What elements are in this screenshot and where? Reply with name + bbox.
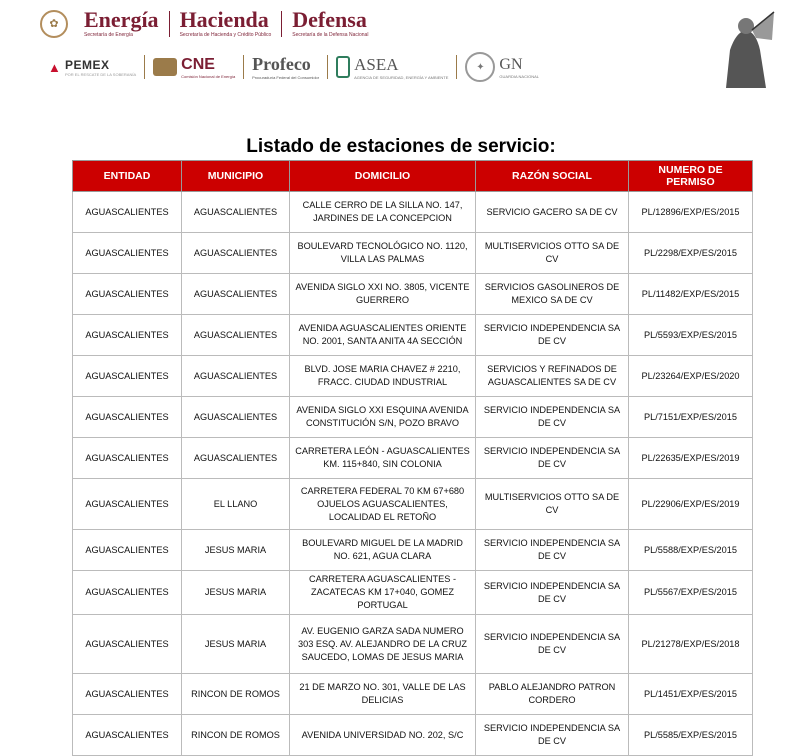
profeco-logo: Profeco Procuraduría Federal del Consumidor [252, 54, 320, 80]
cell-municipio: AGUASCALIENTES [182, 274, 290, 315]
cell-permiso: PL/11482/EXP/ES/2015 [629, 274, 753, 315]
gn-logo: ✦ GN GUARDIA NACIONAL [457, 52, 547, 82]
cell-municipio: AGUASCALIENTES [182, 315, 290, 356]
cell-permiso: PL/7151/EXP/ES/2015 [629, 397, 753, 438]
table-row [73, 530, 753, 571]
pemex-flame-icon: ▲ [48, 60, 61, 75]
cell-razon-social: PABLO ALEJANDRO PATRON CORDERO [476, 674, 629, 715]
energia-logo: Energía Secretaría de Energía [84, 7, 159, 38]
cell-municipio: JESUS MARIA [182, 530, 290, 571]
cell-domicilio: CARRETERA LEÓN - AGUASCALIENTES KM. 115+840, SIN COLONIA [290, 438, 476, 479]
hacienda-logo: Hacienda Secretaría de Hacienda y Crédito Público [179, 7, 272, 38]
cell-razon-social: SERVICIOS Y REFINADOS DE AGUASCALIENTES SA DE CV [476, 356, 629, 397]
cell-entidad: AGUASCALIENTES [73, 438, 182, 479]
cell-permiso: PL/5567/EXP/ES/2015 [629, 571, 753, 615]
cell-permiso: PL/22906/EXP/ES/2019 [629, 479, 753, 530]
cell-domicilio: BLVD. JOSE MARIA CHAVEZ # 2210, FRACC. CIUDAD INDUSTRIAL [290, 356, 476, 397]
table-header-row [73, 161, 753, 192]
cell-domicilio: AVENIDA SIGLO XXI ESQUINA AVENIDA CONSTITUCIÓN S/N, POZO BRAVO [290, 397, 476, 438]
defensa-logo: Defensa Secretaría de la Defensa Nacional [292, 7, 369, 38]
cell-domicilio: CALLE CERRO DE LA SILLA NO. 147, JARDINES DE LA CONCEPCION [290, 192, 476, 233]
cell-permiso: PL/22635/EXP/ES/2019 [629, 438, 753, 479]
cell-razon-social: SERVICIO INDEPENDENCIA SA DE CV [476, 615, 629, 674]
cell-razon-social: SERVICIO INDEPENDENCIA SA DE CV [476, 530, 629, 571]
cell-permiso: PL/21278/EXP/ES/2018 [629, 615, 753, 674]
cell-domicilio: AVENIDA SIGLO XXI NO. 3805, VICENTE GUERRERO [290, 274, 476, 315]
cell-domicilio: AVENIDA UNIVERSIDAD NO. 202, S/C [290, 715, 476, 756]
cell-entidad: AGUASCALIENTES [73, 479, 182, 530]
page-title: Listado de estaciones de servicio: [246, 136, 556, 157]
cell-domicilio: BOULEVARD MIGUEL DE LA MADRID NO. 621, AGUA CLARA [290, 530, 476, 571]
cell-municipio: AGUASCALIENTES [182, 233, 290, 274]
cell-municipio: JESUS MARIA [182, 571, 290, 615]
col-municipio: MUNICIPIO [182, 161, 290, 192]
cell-domicilio: CARRETERA FEDERAL 70 KM 67+680 OJUELOS AGUASCALIENTES, LOCALIDAD EL RETOÑO [290, 479, 476, 530]
cne-logo: CNE Comisión Nacional de Energía [145, 56, 243, 79]
cell-entidad: AGUASCALIENTES [73, 397, 182, 438]
cell-municipio: AGUASCALIENTES [182, 356, 290, 397]
table-row [73, 397, 753, 438]
cell-entidad: AGUASCALIENTES [73, 274, 182, 315]
cell-permiso: PL/12896/EXP/ES/2015 [629, 192, 753, 233]
cell-entidad: AGUASCALIENTES [73, 356, 182, 397]
table-row [73, 274, 753, 315]
cell-domicilio: AVENIDA AGUASCALIENTES ORIENTE NO. 2001, SANTA ANITA 4A SECCIÓN [290, 315, 476, 356]
cell-permiso: PL/2298/EXP/ES/2015 [629, 233, 753, 274]
cell-razon-social: MULTISERVICIOS OTTO SA DE CV [476, 479, 629, 530]
cell-domicilio: AV. EUGENIO GARZA SADA NUMERO 303 ESQ. AV. ALEJANDRO DE LA CRUZ SAUCEDO, LOMAS DE JESUS MARIA [290, 615, 476, 674]
ministry-logos [40, 8, 378, 39]
header-logos [0, 0, 802, 110]
cell-razon-social: MULTISERVICIOS OTTO SA DE CV [476, 233, 629, 274]
heroine-illustration-icon [716, 10, 776, 88]
cell-razon-social: SERVICIO INDEPENDENCIA SA DE CV [476, 571, 629, 615]
cell-entidad: AGUASCALIENTES [73, 233, 182, 274]
mexico-seal-icon: ✿ [40, 10, 68, 38]
cell-permiso: PL/1451/EXP/ES/2015 [629, 674, 753, 715]
cell-permiso: PL/23264/EXP/ES/2020 [629, 356, 753, 397]
cell-permiso: PL/5593/EXP/ES/2015 [629, 315, 753, 356]
table-row [73, 315, 753, 356]
cne-mark-icon [153, 58, 177, 76]
table-row [73, 233, 753, 274]
col-razon-social: RAZÓN SOCIAL [476, 161, 629, 192]
cell-municipio: AGUASCALIENTES [182, 397, 290, 438]
cell-entidad: AGUASCALIENTES [73, 192, 182, 233]
cell-entidad: AGUASCALIENTES [73, 615, 182, 674]
cell-entidad: AGUASCALIENTES [73, 571, 182, 615]
table-row [73, 192, 753, 233]
cell-razon-social: SERVICIO INDEPENDENCIA SA DE CV [476, 397, 629, 438]
cell-domicilio: BOULEVARD TECNOLÓGICO NO. 1120, VILLA LAS PALMAS [290, 233, 476, 274]
table-row [73, 479, 753, 530]
cell-municipio: RINCON DE ROMOS [182, 674, 290, 715]
cell-domicilio: CARRETERA AGUASCALIENTES - ZACATECAS KM 17+040, GOMEZ PORTUGAL [290, 571, 476, 615]
table-row [73, 715, 753, 756]
cell-domicilio: 21 DE MARZO NO. 301, VALLE DE LAS DELICIAS [290, 674, 476, 715]
cell-razon-social: SERVICIO INDEPENDENCIA SA DE CV [476, 438, 629, 479]
table-row [73, 438, 753, 479]
table-row [73, 674, 753, 715]
pemex-logo: ▲ PEMEX POR EL RESCATE DE LA SOBERANÍA [48, 57, 137, 77]
table-row [73, 571, 753, 615]
cell-razon-social: SERVICIO GACERO SA DE CV [476, 192, 629, 233]
cell-municipio: AGUASCALIENTES [182, 192, 290, 233]
cell-razon-social: SERVICIO INDEPENDENCIA SA DE CV [476, 715, 629, 756]
col-domicilio: DOMICILIO [290, 161, 476, 192]
cell-permiso: PL/5585/EXP/ES/2015 [629, 715, 753, 756]
cell-razon-social: SERVICIO INDEPENDENCIA SA DE CV [476, 315, 629, 356]
cell-entidad: AGUASCALIENTES [73, 530, 182, 571]
stations-table [72, 160, 753, 756]
cell-permiso: PL/5588/EXP/ES/2015 [629, 530, 753, 571]
agency-logos [40, 52, 547, 82]
gn-emblem-icon: ✦ [465, 52, 495, 82]
table-row [73, 615, 753, 674]
cell-entidad: AGUASCALIENTES [73, 315, 182, 356]
col-numero-permiso: NUMERO DE PERMISO [629, 161, 753, 192]
cell-municipio: AGUASCALIENTES [182, 438, 290, 479]
asea-logo: ASEA AGENCIA DE SEGURIDAD, ENERGÍA Y AMBIENTE [328, 55, 456, 80]
table-row [73, 356, 753, 397]
col-entidad: ENTIDAD [73, 161, 182, 192]
cell-municipio: JESUS MARIA [182, 615, 290, 674]
cell-razon-social: SERVICIOS GASOLINEROS DE MEXICO SA DE CV [476, 274, 629, 315]
cell-entidad: AGUASCALIENTES [73, 674, 182, 715]
cell-entidad: AGUASCALIENTES [73, 715, 182, 756]
cell-municipio: EL LLANO [182, 479, 290, 530]
asea-mark-icon [336, 56, 350, 78]
cell-municipio: RINCON DE ROMOS [182, 715, 290, 756]
